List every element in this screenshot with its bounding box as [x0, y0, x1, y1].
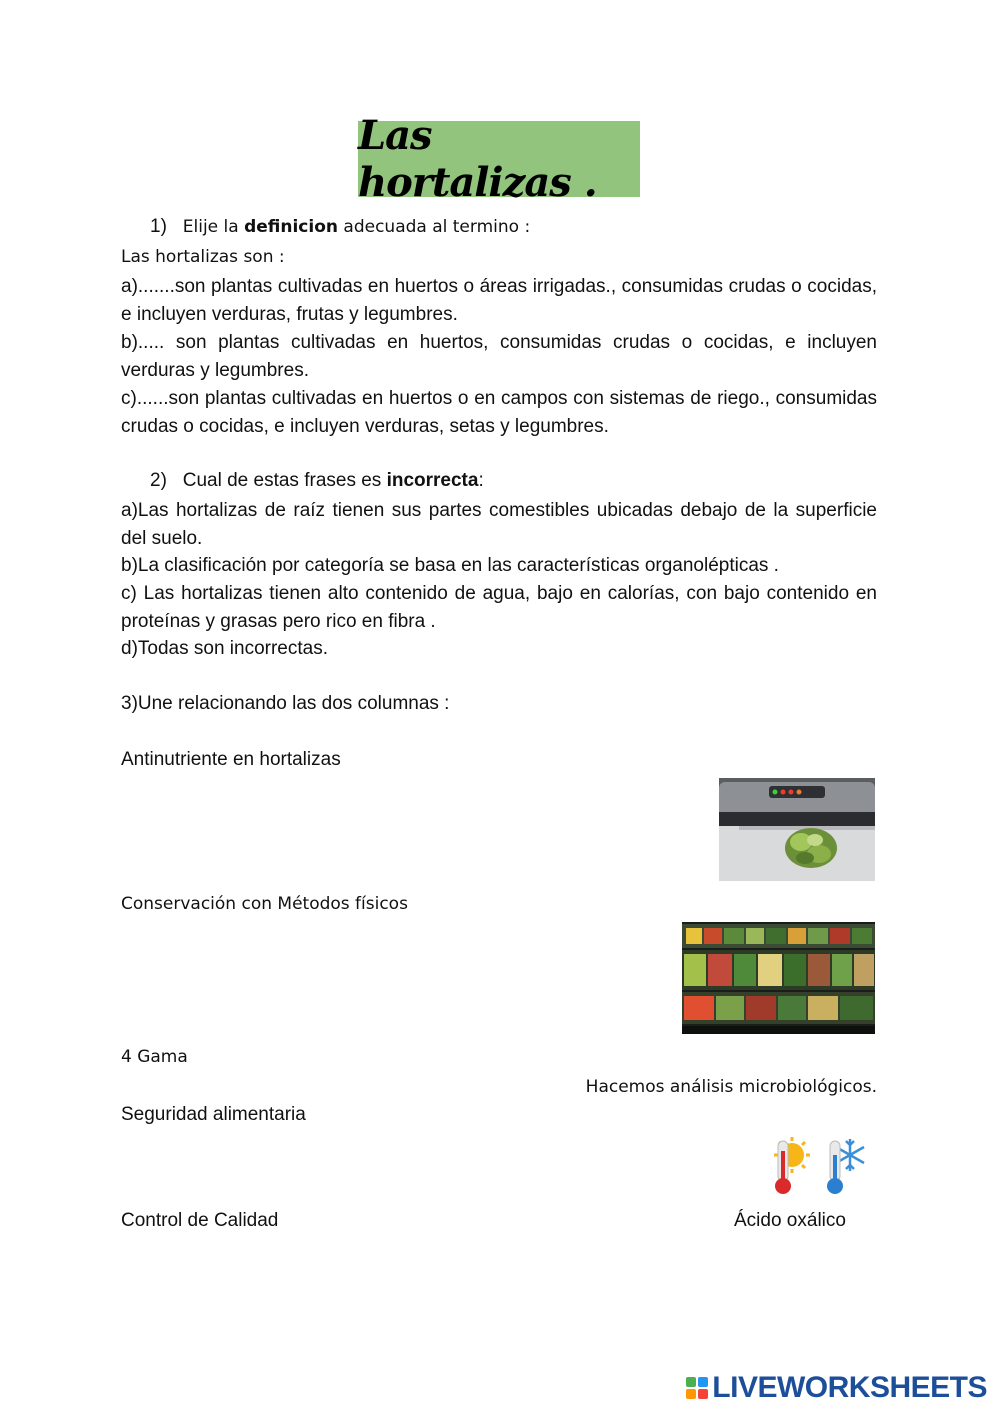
- question-1-lead: Las hortalizas son :: [121, 247, 285, 267]
- question-3-heading: 3)Une relacionando las dos columnas :: [121, 693, 450, 714]
- left-item-quality-control: Control de Calidad: [121, 1210, 279, 1231]
- vacuum-sealer-image: [719, 778, 875, 881]
- option-c: c) Las hortalizas tienen alto contenido de agua, bajo en calorías, con bajo contenido en proteínas y grasas pero rico en fibra .: [121, 583, 877, 632]
- question-suffix: adecuada al termino :: [338, 217, 531, 237]
- left-item-conservation: Conservación con Métodos físicos: [121, 894, 408, 914]
- question-1-heading: [150, 213, 530, 241]
- right-item-microbiological: Hacemos análisis microbiológicos.: [585, 1077, 877, 1097]
- question-prefix: Cual de estas frases es: [182, 470, 387, 491]
- brand-logo-icon: [686, 1377, 708, 1399]
- question-number: 2): [150, 470, 167, 491]
- thermometer-hot-icon: [766, 1135, 816, 1197]
- option-b: b)..... son plantas cultivadas en huertos, consumidas crudas o cocidas, e incluyen verduras y legumbres.: [121, 332, 877, 381]
- option-c: c)......son plantas cultivadas en huertos o en campos con sistemas de riego., consumidas crudas o cocidas, e incluyen verduras, setas y legumbres.: [121, 388, 877, 437]
- question-prefix: Elije la: [182, 217, 245, 237]
- page-title: Las hortalizas .: [358, 112, 597, 206]
- right-item-oxalic-acid: Ácido oxálico: [734, 1210, 846, 1231]
- left-item-4gama: 4 Gama: [121, 1047, 188, 1067]
- question-suffix: :: [478, 470, 484, 491]
- question-number: 1): [150, 216, 167, 237]
- left-item-antinutrient: Antinutriente en hortalizas: [121, 749, 341, 770]
- option-a: a)Las hortalizas de raíz tienen sus partes comestibles ubicadas debajo de la superficie del suelo.: [121, 500, 877, 549]
- produce-display-image: [682, 922, 875, 1034]
- left-item-food-safety: Seguridad alimentaria: [121, 1104, 306, 1125]
- option-d: d)Todas son incorrectas.: [121, 638, 328, 659]
- question-2-heading: [150, 467, 484, 495]
- question-bold: definicion: [244, 217, 338, 237]
- brand-name: LIVEWORKSHEETS: [712, 1371, 987, 1404]
- option-a: a).......son plantas cultivadas en huertos o áreas irrigadas., consumidas crudas o cocidas, e incluyen verduras, frutas y legumbres.: [121, 276, 877, 325]
- thermometer-cold-icon: [820, 1135, 870, 1197]
- question-bold: incorrecta: [386, 470, 479, 491]
- option-b: b)La clasificación por categoría se basa en las características organolépticas .: [121, 555, 779, 576]
- liveworksheets-brand[interactable]: [686, 1372, 987, 1404]
